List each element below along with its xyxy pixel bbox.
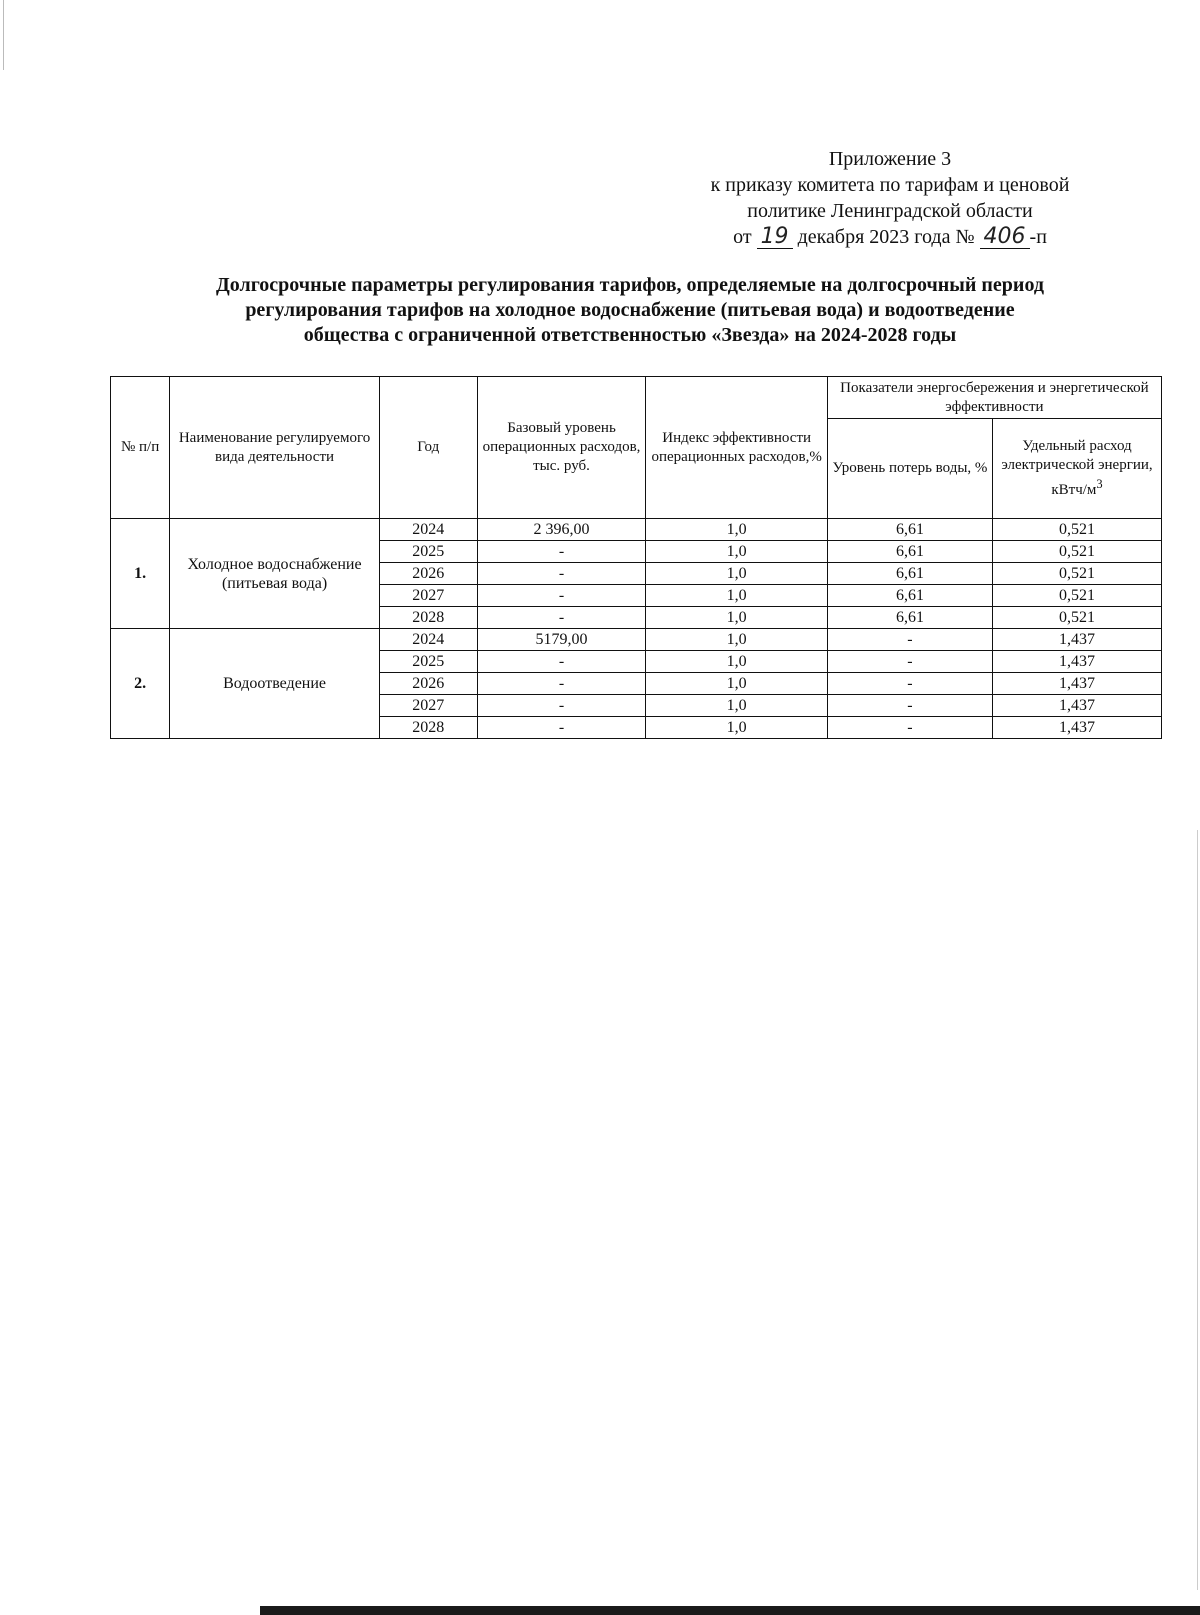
- cell-year: 2025: [379, 541, 477, 563]
- cell-base: 5179,00: [477, 629, 646, 651]
- cell-year: 2027: [379, 585, 477, 607]
- document-title: [110, 273, 1150, 348]
- cell-index: 1,0: [646, 695, 827, 717]
- row-group-number: 2.: [111, 629, 170, 739]
- cell-spec: 1,437: [993, 673, 1162, 695]
- cell-index: 1,0: [646, 673, 827, 695]
- cell-base: -: [477, 673, 646, 695]
- cell-base: -: [477, 563, 646, 585]
- cell-loss: -: [827, 673, 992, 695]
- appendix-header: [640, 146, 1140, 250]
- table-body: [111, 519, 1162, 739]
- cell-loss: 6,61: [827, 607, 992, 629]
- cell-year: 2025: [379, 651, 477, 673]
- title-line-1: Долгосрочные параметры регулирования тарифов, определяемые на долгосрочный период: [216, 274, 1044, 296]
- handwritten-day: 19: [757, 226, 793, 249]
- scan-edge-right: [1197, 830, 1198, 1590]
- header-energy-group: Показатели энергосбережения и энергетической эффективности: [827, 377, 1161, 419]
- cell-year: 2027: [379, 695, 477, 717]
- appendix-committee: политике Ленинградской области: [747, 200, 1033, 222]
- appendix-date-line: [640, 224, 1140, 250]
- appendix-from: от: [733, 226, 752, 248]
- cell-index: 1,0: [646, 519, 827, 541]
- header-specific-consumption-text: Удельный расход электрической энергии, кВтч/м: [1001, 438, 1153, 498]
- cell-year: 2026: [379, 563, 477, 585]
- header-num: № п/п: [111, 377, 170, 519]
- header-year: Год: [379, 377, 477, 519]
- appendix-order-ref: к приказу комитета по тарифам и ценовой: [710, 174, 1070, 196]
- header-specific-consumption: [993, 419, 1162, 519]
- cell-loss: 6,61: [827, 519, 992, 541]
- header-efficiency-index: Индекс эффективности операционных расходов,%: [646, 377, 827, 519]
- appendix-month-year: декабря 2023 года №: [797, 226, 975, 248]
- row-group-activity: Холодное водоснабжение (питьевая вода): [170, 519, 380, 629]
- table-row: [111, 629, 1162, 651]
- cell-index: 1,0: [646, 585, 827, 607]
- appendix-number: Приложение 3: [828, 148, 952, 170]
- cell-year: 2024: [379, 629, 477, 651]
- cell-index: 1,0: [646, 607, 827, 629]
- cell-year: 2028: [379, 607, 477, 629]
- cell-loss: -: [827, 629, 992, 651]
- header-unit-superscript: 3: [1096, 477, 1103, 491]
- handwritten-order-number: 406: [980, 226, 1030, 249]
- cell-loss: -: [827, 695, 992, 717]
- cell-index: 1,0: [646, 563, 827, 585]
- cell-spec: 0,521: [993, 585, 1162, 607]
- title-line-3: общества с ограниченной ответственностью «Звезда» на 2024-2028 годы: [303, 324, 957, 346]
- cell-spec: 0,521: [993, 541, 1162, 563]
- cell-base: -: [477, 607, 646, 629]
- cell-spec: 1,437: [993, 695, 1162, 717]
- cell-base: -: [477, 585, 646, 607]
- scan-bottom-edge: [260, 1606, 1200, 1615]
- cell-loss: 6,61: [827, 563, 992, 585]
- title-line-2: регулирования тарифов на холодное водоснабжение (питьевая вода) и водоотведение: [245, 299, 1015, 321]
- cell-base: -: [477, 651, 646, 673]
- cell-year: 2028: [379, 717, 477, 739]
- cell-index: 1,0: [646, 651, 827, 673]
- cell-year: 2026: [379, 673, 477, 695]
- cell-spec: 1,437: [993, 629, 1162, 651]
- parameters-table: [110, 376, 1162, 739]
- cell-spec: 0,521: [993, 607, 1162, 629]
- header-base-level: Базовый уровень операционных расходов, тыс. руб.: [477, 377, 646, 519]
- cell-loss: -: [827, 717, 992, 739]
- cell-loss: 6,61: [827, 585, 992, 607]
- cell-base: -: [477, 695, 646, 717]
- cell-index: 1,0: [646, 629, 827, 651]
- cell-spec: 0,521: [993, 519, 1162, 541]
- cell-index: 1,0: [646, 541, 827, 563]
- cell-base: 2 396,00: [477, 519, 646, 541]
- cell-spec: 1,437: [993, 651, 1162, 673]
- cell-spec: 0,521: [993, 563, 1162, 585]
- cell-year: 2024: [379, 519, 477, 541]
- appendix-suffix: -п: [1029, 226, 1047, 248]
- cell-spec: 1,437: [993, 717, 1162, 739]
- cell-loss: -: [827, 651, 992, 673]
- header-water-loss: Уровень потерь воды, %: [827, 419, 992, 519]
- header-activity: Наименование регулируемого вида деятельности: [170, 377, 380, 519]
- row-group-activity: Водоотведение: [170, 629, 380, 739]
- row-group-number: 1.: [111, 519, 170, 629]
- cell-base: -: [477, 541, 646, 563]
- cell-index: 1,0: [646, 717, 827, 739]
- scan-edge-left: [3, 0, 4, 70]
- cell-loss: 6,61: [827, 541, 992, 563]
- table-row: [111, 519, 1162, 541]
- cell-base: -: [477, 717, 646, 739]
